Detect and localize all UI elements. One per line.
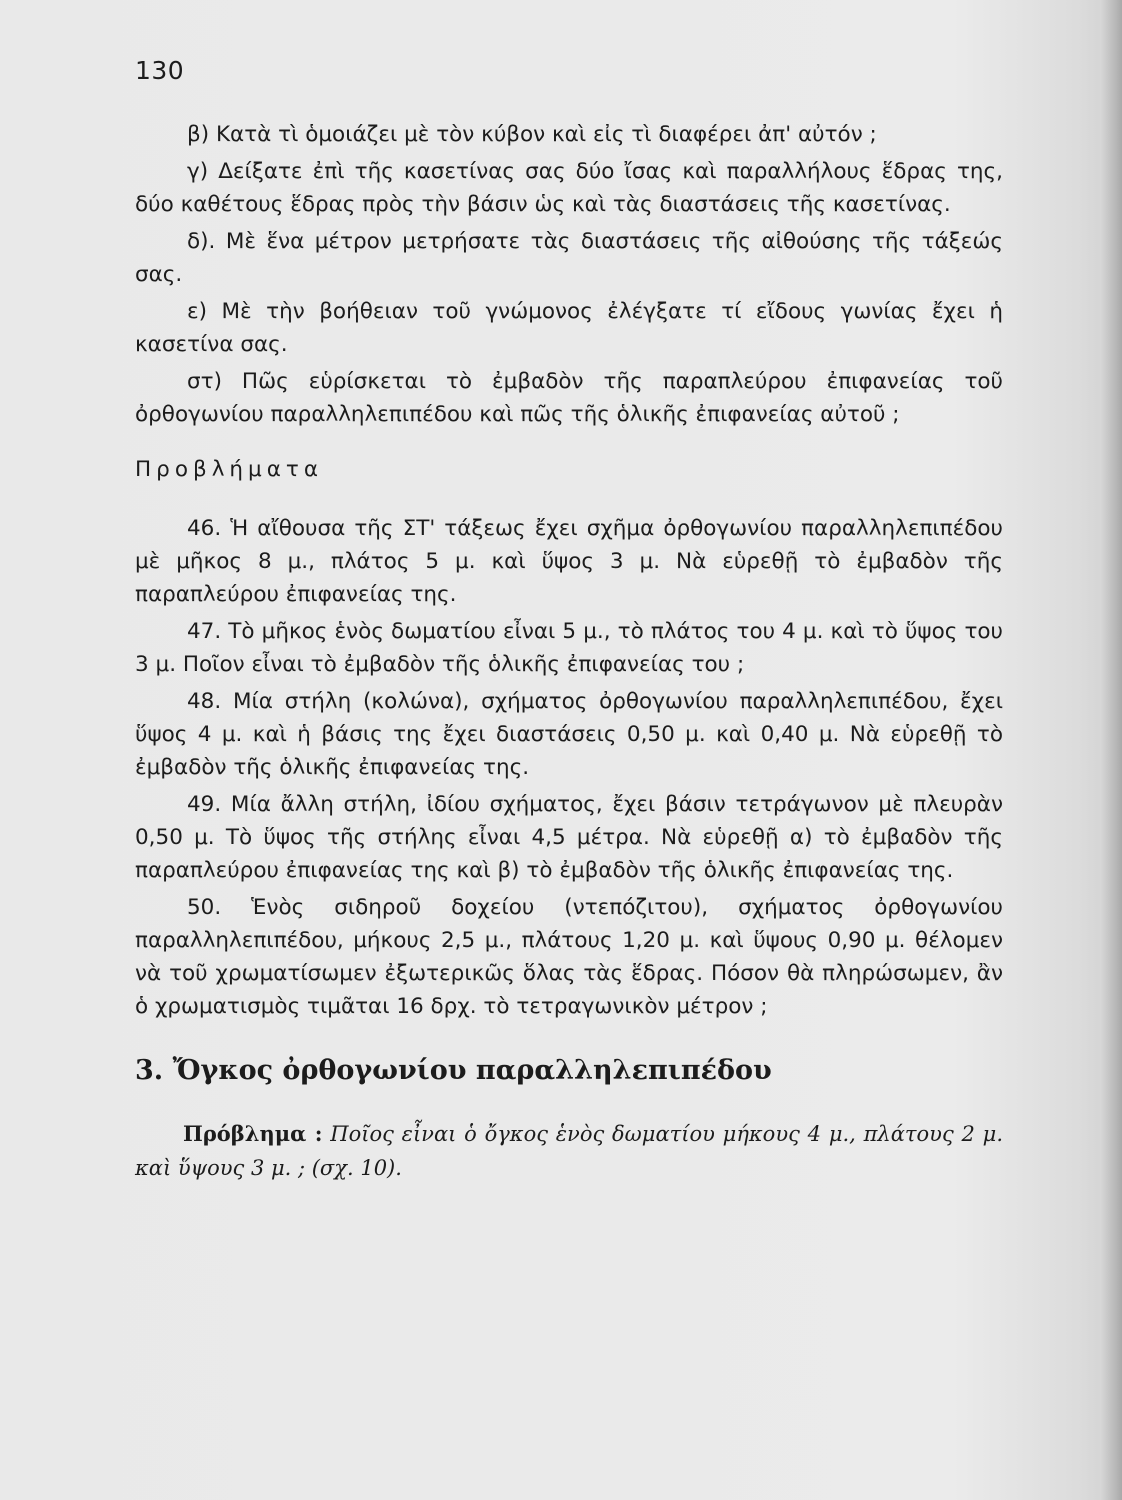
problems-heading: Προβλήματα (135, 457, 324, 482)
problem-50: 50. Ἑνὸς σιδηροῦ δοχείου (ντεπόζιτου), σχήματος ὀρθογωνίου παραλληλεπιπέδου, μήκους 2,5 μ., πλάτους 1,20 μ. καὶ ὕψους 0,90 μ. θέλομεν νὰ τοῦ χρωματίσωμεν ἐξωτερικῶς ὅλας τὰς ἕδρας. Πόσον θὰ πληρώσωμεν, ἂν ὁ χρωματισμὸς τιμᾶται 16 δρχ. τὸ τετραγωνικὸν μέτρον ; (135, 895, 1003, 1019)
book-spine-shadow (1100, 0, 1122, 1500)
page-content (135, 118, 1003, 1206)
problem-statement-label: Πρόβλημα : (183, 1121, 323, 1146)
problem-48: 48. Μία στήλη (κολώνα), σχήματος ὀρθογωνίου παραλληλεπιπέδου, ἔχει ὕψος 4 μ. καὶ ἡ βάσις της ἔχει διαστάσεις 0,50 μ. καὶ 0,40 μ. Νὰ εὑρεθῇ τὸ ἐμβαδὸν τῆς ὁλικῆς ἐπιφανείας της. (135, 689, 1003, 780)
problem-statement-text: Ποῖος εἶναι ὁ ὄγκος ἑνὸς δωματίου μήκους 4 μ., πλάτους 2 μ. καὶ ὕψους 3 μ. ; (σχ. 10). (135, 1122, 1003, 1180)
problem-46: 46. Ἡ αἴθουσα τῆς ΣΤ' τάξεως ἔχει σχῆμα ὀρθογωνίου παραλληλεπιπέδου μὲ μῆκος 8 μ., πλάτος 5 μ. καὶ ὕψος 3 μ. Νὰ εὑρεθῇ τὸ ἐμβαδὸν τῆς παραπλεύρου ἐπιφανείας της. (135, 516, 1003, 607)
question-epsilon: ε) Μὲ τὴν βοήθειαν τοῦ γνώμονος ἐλέγξατε τί εἴδους γωνίας ἔχει ἡ κασετίνα σας. (135, 299, 1003, 357)
page-number: 130 (135, 56, 185, 85)
question-beta: β) Κατὰ τὶ ὁμοιάζει μὲ τὸν κύβον καὶ εἰς τὶ διαφέρει ἀπ' αὐτόν ; (187, 122, 877, 147)
question-delta: δ). Μὲ ἕνα μέτρον μετρήσατε τὰς διαστάσεις τῆς αἰθούσης τῆς τάξεώς σας. (135, 229, 1003, 287)
question-st: στ) Πῶς εὑρίσκεται τὸ ἐμβαδὸν τῆς παραπλεύρου ἐπιφανείας τοῦ ὀρθογωνίου παραλληλεπιπέδου καὶ πῶς τῆς ὁλικῆς ἐπιφανείας αὐτοῦ ; (135, 369, 1003, 427)
problem-statement (135, 1117, 1003, 1185)
question-gamma: γ) Δείξατε ἐπὶ τῆς κασετίνας σας δύο ἴσας καὶ παραλλήλους ἕδρας της, δύο καθέτους ἕδρας πρὸς τὴν βάσιν ὡς καὶ τὰς διαστάσεις τῆς κασετίνας. (135, 159, 1003, 217)
problem-49: 49. Μία ἄλλη στήλη, ἰδίου σχήματος, ἔχει βάσιν τετράγωνον μὲ πλευρὰν 0,50 μ. Τὸ ὕψος τῆς στήλης εἶναι 4,5 μέτρα. Νὰ εὑρεθῇ α) τὸ ἐμβαδὸν τῆς παραπλεύρου ἐπιφανείας της καὶ β) τὸ ἐμβαδὸν τῆς ὁλικῆς ἐπιφανείας της. (135, 792, 1003, 883)
problem-47: 47. Τὸ μῆκος ἑνὸς δωματίου εἶναι 5 μ., τὸ πλάτος του 4 μ. καὶ τὸ ὕψος του 3 μ. Ποῖον εἶναι τὸ ἐμβαδὸν τῆς ὁλικῆς ἐπιφανείας του ; (135, 619, 1003, 677)
section-heading: 3. Ὄγκος ὀρθογωνίου παραλληλεπιπέδου (135, 1055, 772, 1086)
